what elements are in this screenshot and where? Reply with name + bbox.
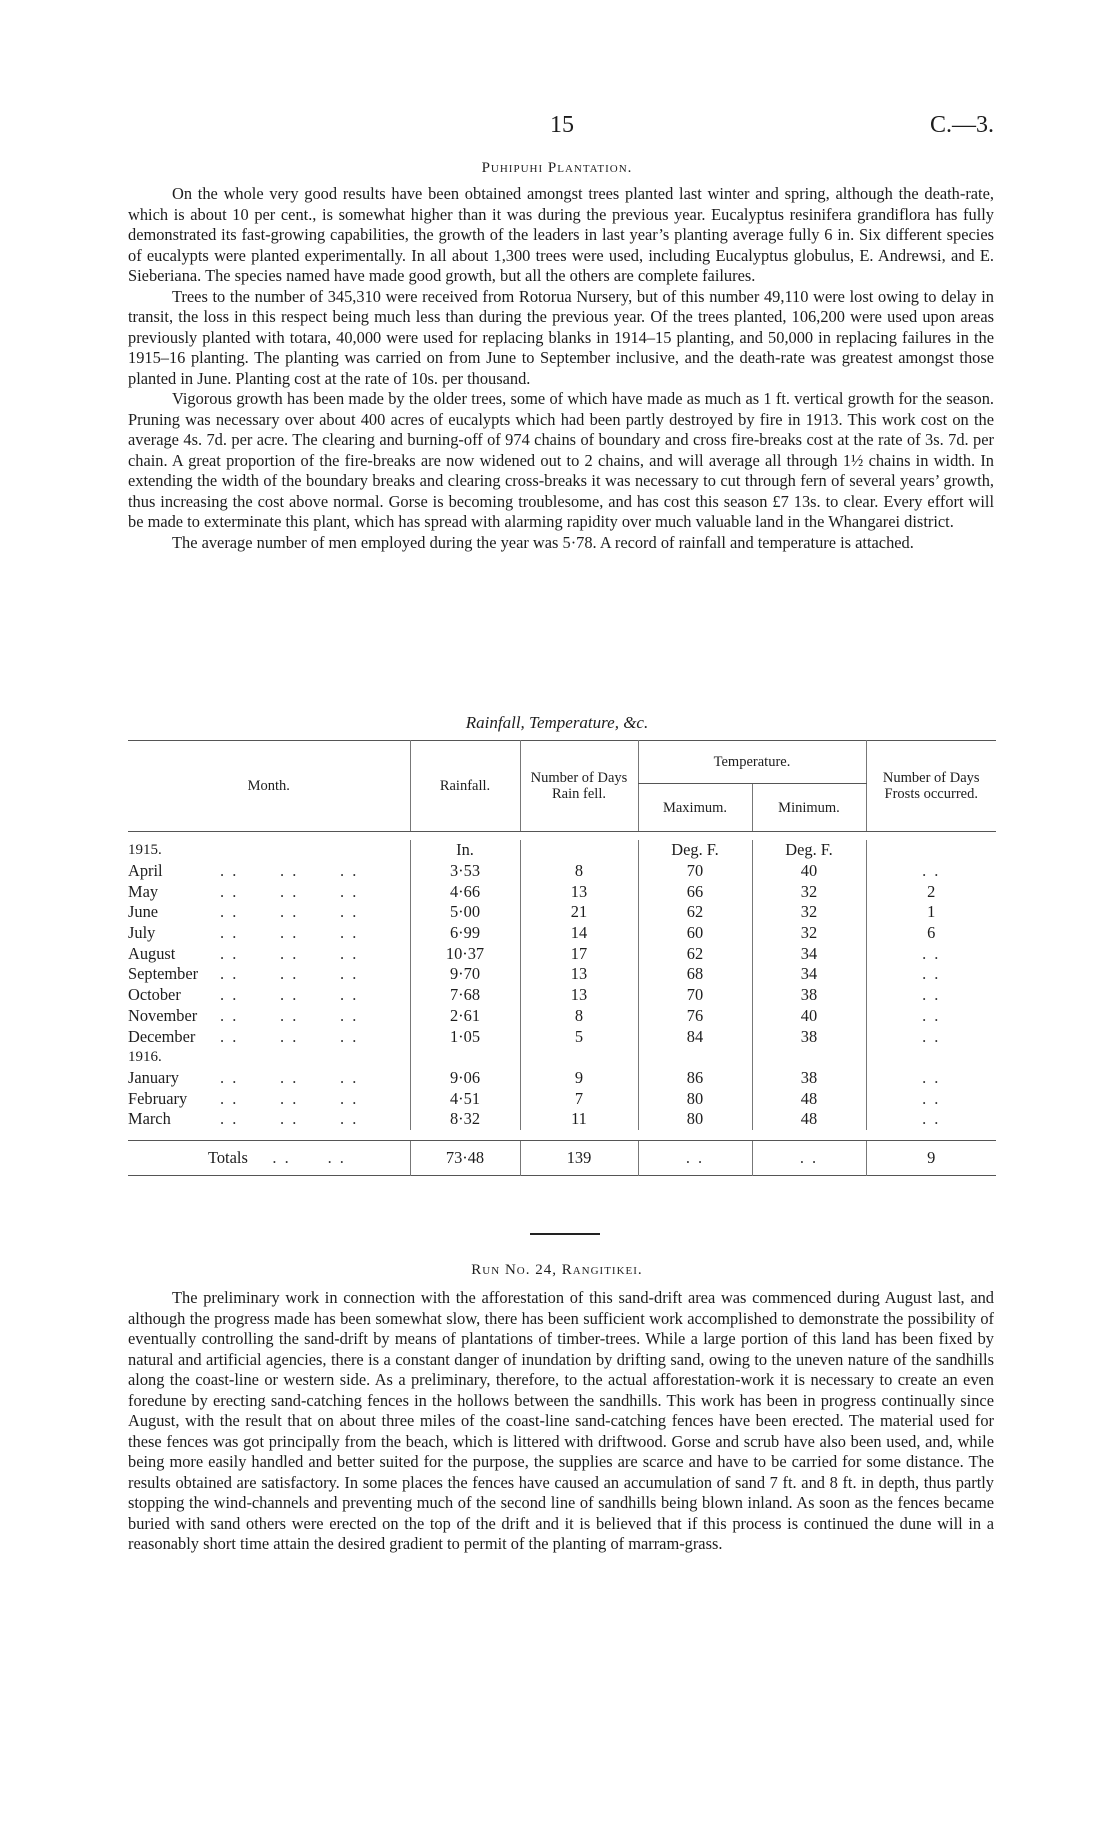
rainfall-cell: 10·37: [410, 943, 520, 964]
page-number: 15: [550, 112, 574, 138]
header-days-rain: Number of Days Rain fell.: [520, 741, 638, 832]
min-cell: 38: [752, 1068, 866, 1089]
frosts-cell: 6: [866, 923, 996, 944]
totals-label: Totals . . . .: [208, 1147, 346, 1167]
rainfall-cell: 4·66: [410, 881, 520, 902]
min-cell: 32: [752, 881, 866, 902]
table-row: [128, 902, 996, 923]
month-cell: January . . . . . .: [128, 1067, 359, 1087]
table-row: [128, 1109, 996, 1130]
min-cell: 48: [752, 1109, 866, 1130]
rainfall-cell: 9·70: [410, 964, 520, 985]
max-cell: 60: [638, 923, 752, 944]
section-heading-rangitikei: Run No. 24, Rangitikei.: [471, 1262, 643, 1278]
rainfall-cell: 6·99: [410, 923, 520, 944]
rainfall-cell: 5·00: [410, 902, 520, 923]
table-row: [128, 1068, 996, 1089]
rainfall-cell: 1·05: [410, 1026, 520, 1047]
min-cell: 48: [752, 1088, 866, 1109]
table-row: [128, 1026, 996, 1047]
frosts-cell: 1: [866, 902, 996, 923]
frosts-cell: . .: [866, 1006, 996, 1027]
frosts-cell: . .: [866, 1068, 996, 1089]
max-cell: 80: [638, 1109, 752, 1130]
paragraph: The preliminary work in connection with the afforestation of this sand-drift area was commenced during August last, and although the progress made has been somewhat slow, there has been sufficient work accomplished to demonstrate the possibility of eventually controlling the sand-drift by means of plantations of timber-trees. While a large portion of this land has been fixed by natural and artificial agencies, there is a constant danger of inundation by drifting sand, owing to the uneven nature of the sandhills along the coast-line or western side. As a preliminary, therefore, to the actual afforestation-work it is necessary to create an even foredune by erecting sand-catching fences in the hollows between the sandhills. This work has been in progress continually since August, with the result that on about three miles of the coast-line sand-catching fences have been erected. The material used for these fences was got principally from the beach, which is littered with driftwood. Gorse and scrub have also been used, and, while being more easily handled and better suited for the purpose, the supplies are scarce and have to be carried for some distance. The results obtained are satisfactory. In some places the fences have caused an accumulation of sand 7 ft. and 8 ft. in depth, thus partly stopping the wind-channels and preventing much of the second line of sandhills being blown inland. As soon as the fences became buried with sand others were erected on the top of the drift and it is believed that if this process is continued the dune will in a reasonably short time attain the desired gradient to permit of the planting of marram-grass.: [128, 1288, 994, 1553]
table-caption: Rainfall, Temperature, &c.: [465, 713, 649, 732]
max-cell: 76: [638, 1006, 752, 1027]
table-row: [128, 943, 996, 964]
month-cell: December . . . . . .: [128, 1026, 359, 1046]
days-cell: 8: [520, 861, 638, 882]
totals-min: . .: [752, 1140, 866, 1175]
month-cell: February . . . . . .: [128, 1088, 359, 1108]
rainfall-cell: 7·68: [410, 985, 520, 1006]
max-cell: 62: [638, 902, 752, 923]
month-cell: November . . . . . .: [128, 1005, 359, 1025]
frosts-cell: . .: [866, 985, 996, 1006]
max-cell: 80: [638, 1088, 752, 1109]
unit-minimum: Deg. F.: [752, 840, 866, 861]
section-heading-puhipuhi: Puhipuhi Plantation.: [481, 160, 633, 176]
frosts-cell: 2: [866, 881, 996, 902]
table-row: [128, 1088, 996, 1109]
days-cell: 14: [520, 923, 638, 944]
rainfall-cell: 2·61: [410, 1006, 520, 1027]
frosts-cell: . .: [866, 1109, 996, 1130]
max-cell: 70: [638, 861, 752, 882]
min-cell: 38: [752, 1026, 866, 1047]
max-cell: 62: [638, 943, 752, 964]
days-cell: 13: [520, 985, 638, 1006]
section-divider: [530, 1233, 600, 1235]
min-cell: 38: [752, 985, 866, 1006]
frosts-cell: . .: [866, 964, 996, 985]
frosts-cell: . .: [866, 1026, 996, 1047]
paragraph: The average number of men employed during the year was 5·78. A record of rainfall and temperature is attached.: [172, 532, 914, 552]
rainfall-cell: 4·51: [410, 1088, 520, 1109]
days-cell: 8: [520, 1006, 638, 1027]
header-frosts: Number of Days Frosts occurred.: [866, 741, 996, 832]
rainfall-cell: 8·32: [410, 1109, 520, 1130]
month-cell: May . . . . . .: [128, 881, 359, 901]
header-month: Month.: [128, 741, 410, 832]
min-cell: 34: [752, 964, 866, 985]
table-row: [128, 964, 996, 985]
min-cell: 32: [752, 923, 866, 944]
paragraph: Vigorous growth has been made by the older trees, some of which have made as much as 1 ft. vertical growth for the season. Pruning was necessary over about 400 acres of eucalypts which had been partly destroyed by fire in 1913. This work cost on the average 4s. 7d. per acre. The clearing and burning-off of 974 chains of boundary and cross fire-breaks cost at the rate of 3s. 7d. per chain. A great proportion of the fire-breaks are now widened out to 2 chains, and will average all through 1½ chains in width. In extending the width of the boundary breaks and clearing cross-breaks it was necessary to cut through fern of several years’ growth, thus increasing the cost above normal. Gorse is becoming troublesome, and has cost this season £7 13s. to clear. Every effort will be made to exterminate this plant, which has spread with alarming rapidity over much valuable land in the Whangarei district.: [128, 389, 994, 531]
table-row: [128, 861, 996, 882]
page-header: [0, 112, 1114, 142]
max-cell: 86: [638, 1068, 752, 1089]
month-cell: September . . . . . .: [128, 964, 359, 984]
year-label: 1915.: [128, 842, 162, 859]
max-cell: 70: [638, 985, 752, 1006]
month-cell: August . . . . . .: [128, 943, 359, 963]
days-cell: 11: [520, 1109, 638, 1130]
days-cell: 9: [520, 1068, 638, 1089]
totals-max: . .: [638, 1140, 752, 1175]
table-row: [128, 985, 996, 1006]
frosts-cell: . .: [866, 1088, 996, 1109]
header-temperature: Temperature.: [638, 741, 866, 784]
unit-maximum: Deg. F.: [638, 840, 752, 861]
min-cell: 40: [752, 1006, 866, 1027]
min-cell: 32: [752, 902, 866, 923]
rainfall-cell: 3·53: [410, 861, 520, 882]
unit-rainfall: In.: [410, 840, 520, 861]
rainfall-cell: 9·06: [410, 1068, 520, 1089]
header-minimum: Minimum.: [752, 784, 866, 832]
month-cell: July . . . . . .: [128, 923, 359, 943]
header-rainfall: Rainfall.: [410, 741, 520, 832]
header-maximum: Maximum.: [638, 784, 752, 832]
days-cell: 13: [520, 964, 638, 985]
days-cell: 21: [520, 902, 638, 923]
section-body-puhipuhi: [128, 184, 994, 553]
totals-rainfall: 73·48: [410, 1140, 520, 1175]
table-row: [128, 881, 996, 902]
max-cell: 68: [638, 964, 752, 985]
days-cell: 13: [520, 881, 638, 902]
month-cell: March . . . . . .: [128, 1109, 359, 1129]
document-reference: C.—3.: [929, 112, 994, 138]
paragraph: Trees to the number of 345,310 were received from Rotorua Nursery, but of this number 49,110 were lost owing to delay in transit, the loss in this respect being much less than during the previous year. Of the trees planted, 106,200 were used upon areas previously planted with totara, 40,000 were used for replacing blanks in 1914–15 planting, and 50,000 in replacing failures in the 1915–16 planting. The planting was carried on from June to September inclusive, and the death-rate was greatest amongst those planted in June. Planting cost at the rate of 10s. per thousand.: [128, 286, 994, 388]
frosts-cell: . .: [866, 943, 996, 964]
days-cell: 7: [520, 1088, 638, 1109]
max-cell: 84: [638, 1026, 752, 1047]
days-cell: 5: [520, 1026, 638, 1047]
section-body-rangitikei: [128, 1288, 994, 1555]
table-row: [128, 1006, 996, 1027]
month-cell: April . . . . . .: [128, 861, 359, 881]
table-row: [128, 923, 996, 944]
paragraph: On the whole very good results have been obtained amongst trees planted last winter and spring, although the death-rate, which is about 10 per cent., is somewhat higher than it was during the previous year. Eucalyptus resinifera grandiflora has fully demonstrated its fast-growing capabilities, the growth of the leaders in last year’s planting average fully 6 in. Six different species of eucalypts were planted experimentally. In all about 1,300 trees were used, including Eucalyptus globulus, E. Andrewsi, and E. Sieberiana. The species named have made good growth, but all the others are complete failures.: [128, 184, 994, 285]
totals-frosts: 9: [866, 1140, 996, 1175]
rainfall-table: [128, 740, 996, 1178]
totals-row: [128, 1140, 996, 1175]
days-cell: 17: [520, 943, 638, 964]
month-cell: June . . . . . .: [128, 902, 359, 922]
year-label: 1916.: [128, 1049, 162, 1066]
totals-days: 139: [520, 1140, 638, 1175]
max-cell: 66: [638, 881, 752, 902]
min-cell: 40: [752, 861, 866, 882]
month-cell: October . . . . . .: [128, 985, 359, 1005]
frosts-cell: . .: [866, 861, 996, 882]
min-cell: 34: [752, 943, 866, 964]
